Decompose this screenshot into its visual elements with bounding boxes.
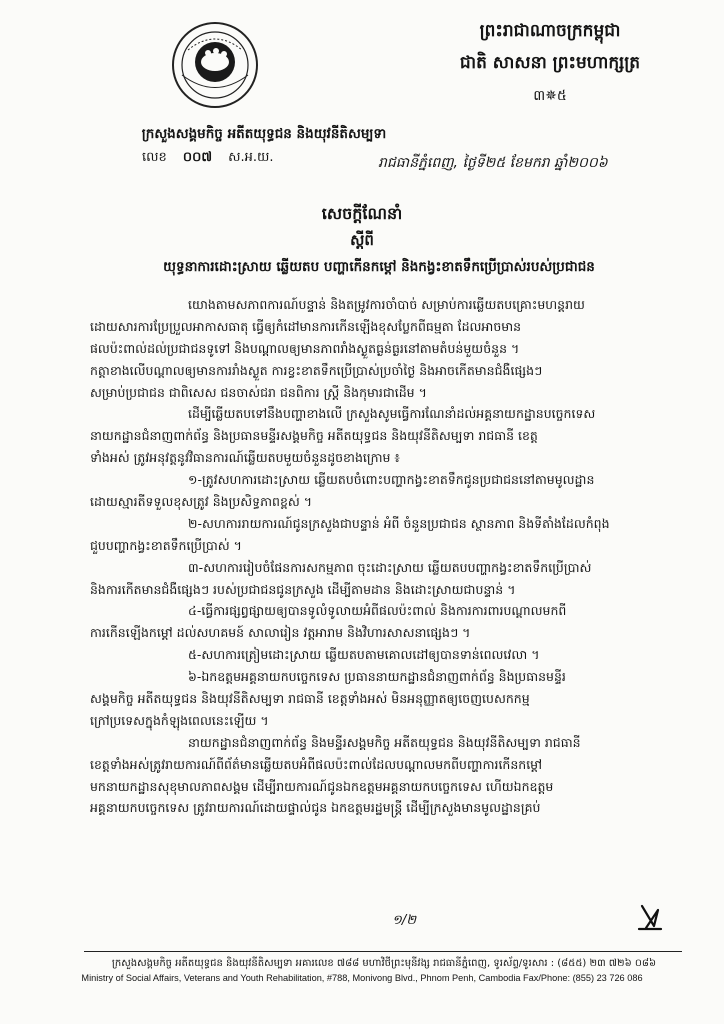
list-item-5 bbox=[90, 644, 680, 666]
body-line: ៣-សហការរៀបចំផែនការសកម្មភាព ចុះដោះស្រាយ ឆ្លើយតបបញ្ហាកង្វះខាតទឹកប្រើប្រាស់ bbox=[188, 559, 592, 575]
paragraph-2 bbox=[90, 403, 680, 469]
document-about: ស្ដីពី bbox=[350, 231, 374, 249]
paragraph-1 bbox=[90, 294, 680, 403]
list-item-1 bbox=[90, 469, 680, 513]
document-subject: យុទ្ធនាការដោះស្រាយ ឆ្លើយតប បញ្ហាកើនកម្ដៅ និងកង្វះខាតទឹកប្រើប្រាស់របស់ប្រជាជន bbox=[163, 259, 595, 275]
ornament-icon: ៣✵៥ bbox=[533, 88, 567, 104]
list-item-3 bbox=[90, 557, 680, 601]
body-line: អគ្គនាយកបច្ចេកទេស ត្រូវរាយការណ៍ដោយផ្ទាល់ជូន ឯកឧត្តមរដ្ឋមន្ត្រី ដើម្បីក្រសួងមានមូលដ្ឋានគ្រប់ bbox=[90, 800, 541, 816]
body-line: ផលប៉ះពាល់ដល់ប្រជាជនទូទៅ និងបណ្ដាលឲ្យមានភាពរាំងស្ងួតធ្ងន់ធ្ងរនៅតាមតំបន់មួយចំនួន ។ bbox=[90, 340, 520, 356]
kingdom-title: ព្រះរាជាណាចក្រកម្ពុជា bbox=[479, 21, 621, 41]
body-line: ដោយស្មារតីទទួលខុសត្រូវ និងប្រសិទ្ធភាពខ្ពស់ ។ bbox=[90, 494, 312, 510]
body-line: នាយកដ្ឋានជំនាញពាក់ព័ន្ធ និងប្រធានមន្ទីរសង្គមកិច្ច អតីតយុទ្ធជន និងយុវនីតិសម្បទា រាជធានី ខេត្ត bbox=[90, 428, 538, 444]
body-line: ដោយសារការប្រែប្រួលអាកាសធាតុ ធ្វើឲ្យកំដៅមានការកើនឡើងខុសប្លែកពីធម្មតា ដែលអាចមាន bbox=[90, 318, 522, 334]
body-line: ២-សហការរាយការណ៍ជូនក្រសួងជាបន្ទាន់ អំពី ចំនួនប្រជាជន ស្ថានភាព និងទីតាំងដែលកំពុង bbox=[188, 515, 610, 531]
footer-divider bbox=[84, 951, 682, 952]
list-item-4 bbox=[90, 600, 680, 644]
body-line: ការកើនឡើងកម្ដៅ ដល់សហគមន៍ សាលារៀន វត្តអារាម និងវិហារសាសនាផ្សេងៗ ។ bbox=[90, 625, 471, 641]
signature-icon bbox=[636, 902, 664, 932]
body-line: ៥-សហការត្រៀមដោះស្រាយ ឆ្លើយតបតាមគោលដៅឲ្យបានទាន់ពេលវេលា ។ bbox=[188, 647, 540, 663]
list-item-6 bbox=[90, 666, 680, 732]
body-line: ៦-ឯកឧត្តមអគ្គនាយកបច្ចេកទេស ប្រធាននាយកដ្ឋានជំនាញពាក់ព័ន្ធ និងប្រធានមន្ទីរ bbox=[188, 669, 566, 685]
body-line: ក្រៅប្រទេសក្នុងកំឡុងពេលនេះឡើយ ។ bbox=[90, 712, 269, 728]
footer-address-en: Ministry of Social Affairs, Veterans and Youth Rehabilitation, #788, Monivong Blvd., Phnom Penh, Cambodia Fax/Phone: (855) 23 726 086 bbox=[81, 973, 643, 983]
body-line: ដើម្បីឆ្លើយតបទៅនឹងបញ្ហាខាងលើ ក្រសួងសូមធ្វើការណែនាំដល់អគ្គនាយកដ្ឋានបច្ចេកទេស bbox=[188, 406, 596, 422]
body-line: ជួបបញ្ហាកង្វះខាតទឹកប្រើប្រាស់ ។ bbox=[90, 537, 242, 553]
body-line: កត្តាខាងលើបណ្ដាលឲ្យមានការរាំងស្ងួត ការខ្វះខាតទឹកប្រើប្រាស់ប្រចាំថ្ងៃ និងអាចកើតមានជំងឺផ្សេងៗ bbox=[90, 362, 543, 378]
body-line: សម្រាប់ប្រជាជន ជាពិសេស ជនចាស់ជរា ជនពិការ ស្ត្រី និងកុមារជាដើម ។ bbox=[90, 384, 427, 400]
ministry-logo-icon bbox=[170, 20, 260, 110]
body-line: មកនាយកដ្ឋានសុខុមាលភាពសង្គម ដើម្បីរាយការណ៍ជូនឯកឧត្តមអគ្គនាយកបច្ចេកទេស ហើយឯកឧត្តម bbox=[90, 778, 554, 794]
body-line: នាយកដ្ឋានជំនាញពាក់ព័ន្ធ និងមន្ទីរសង្គមកិច្ច អតីតយុទ្ធជន និងយុវនីតិសម្បទា រាជធានី bbox=[188, 734, 581, 750]
ref-number: ០០៧ bbox=[182, 150, 212, 165]
document-type: សេចក្ដីណែនាំ bbox=[321, 204, 403, 223]
body-line: សង្គមកិច្ច អតីតយុទ្ធជន និងយុវនីតិសម្បទា រាជធានី ខេត្តទាំងអស់ មិនអនុញ្ញាតឲ្យចេញបេសកកម្ម bbox=[90, 691, 530, 707]
paragraph-closing bbox=[90, 732, 680, 820]
body-line: ១-ត្រូវសហការដោះស្រាយ ឆ្លើយតបចំពោះបញ្ហាកង្វះខាតទឹកជូនប្រជាជននៅតាមមូលដ្ឋាន bbox=[188, 472, 595, 488]
body-text bbox=[90, 294, 680, 819]
body-line: ទាំងអស់ ត្រូវអនុវត្តនូវវិធានការណ៍ឆ្លើយតបមួយចំនួនដូចខាងក្រោម ៖ bbox=[90, 450, 400, 466]
body-line: ខេត្តទាំងអស់ត្រូវរាយការណ៍ពីព័ត៌មានឆ្លើយតបអំពីផលប៉ះពាល់ដែលបណ្ដាលមកពីបញ្ហាការកើនកម្ដៅ bbox=[90, 756, 543, 772]
document-date: រាជធានីភ្នំពេញ, ថ្ងៃទី២៥ ខែមករា ឆ្នាំ២០០៦ bbox=[378, 155, 608, 171]
body-line: និងការកើតមានជំងឺផ្សេងៗ របស់ប្រជាជនជូនក្រសួង ដើម្បីតាមដាន និងដោះស្រាយជាបន្ទាន់ ។ bbox=[90, 581, 516, 597]
page-number: ១/២ bbox=[392, 913, 417, 928]
national-motto: ជាតិ សាសនា ព្រះមហាក្សត្រ bbox=[459, 53, 641, 73]
footer-address-kh: ក្រសួងសង្គមកិច្ច អតីតយុទ្ធជន និងយុវនីតិសម្បទា អគារលេខ ៧៨៨ មហាវិថីព្រះមុនីវង្ស រាជធានីភ្នំពេញ, ទូរស័ព្ទ/ទូរសារ : (៨៥៥) ២៣ ៧២៦ ០៨៦ bbox=[111, 958, 657, 969]
ref-code: ស.អ.យ. bbox=[228, 150, 274, 165]
body-line: ៤-ធ្វើការផ្សព្វផ្សាយឲ្យបានទូលំទូលាយអំពីផលប៉ះពាល់ និងការការពារបណ្ដាលមកពី bbox=[188, 603, 567, 619]
reference-number bbox=[142, 149, 286, 168]
ministry-name: ក្រសួងសង្គមកិច្ច អតីតយុទ្ធជន និងយុវនីតិសម្បទា bbox=[141, 126, 387, 142]
list-item-2 bbox=[90, 513, 680, 557]
body-line: យោងតាមសភាពការណ៍បន្ទាន់ និងតម្រូវការចាំបាច់ សម្រាប់ការឆ្លើយតបគ្រោះមហន្តរាយ bbox=[188, 297, 585, 312]
ref-label: លេខ bbox=[142, 150, 167, 165]
